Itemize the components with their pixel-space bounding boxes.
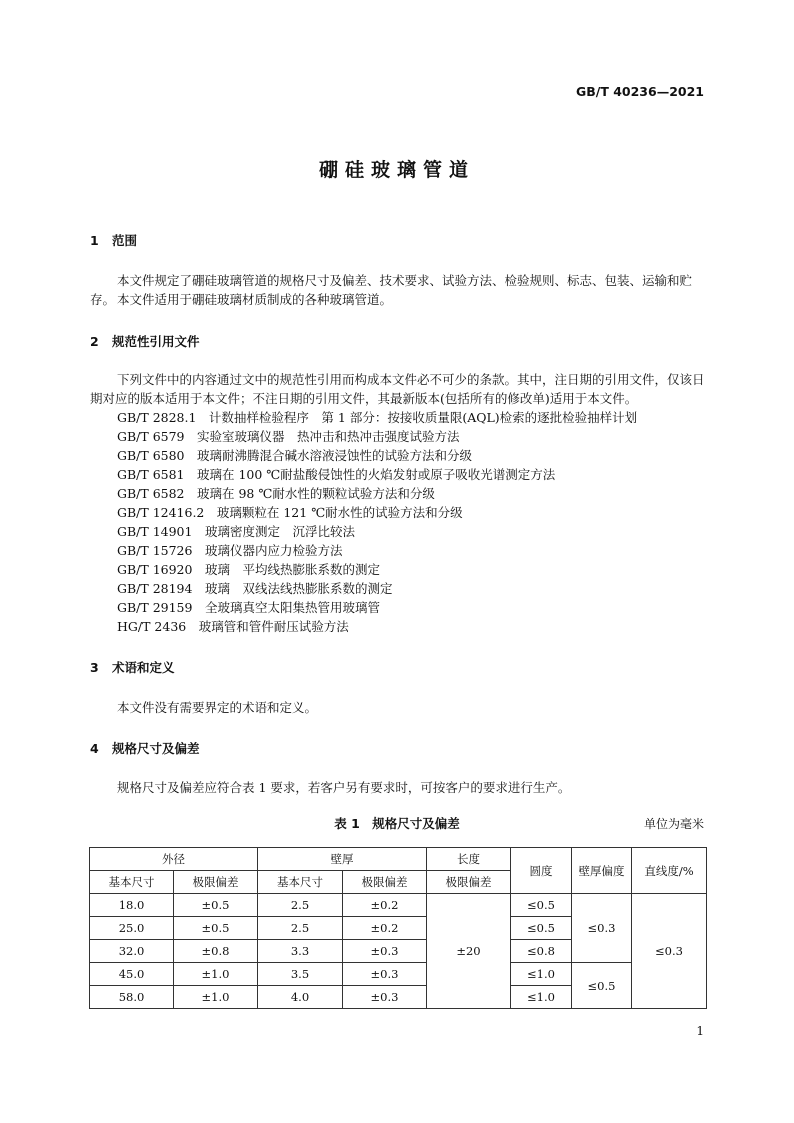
header-length: 长度: [427, 848, 511, 871]
subheader-tolerance: 极限偏差: [174, 871, 258, 894]
scope-paragraph-1: 本文件规定了硼硅玻璃管道的规格尺寸及偏差、技术要求、试验方法、检验规则、标志、包装、运输和贮存。: [90, 273, 693, 307]
table-row: [90, 963, 707, 986]
reference-item: GB/T 28194 玻璃 双线法线热膨胀系数的测定: [117, 581, 393, 596]
section-title: 范围: [112, 233, 138, 248]
cell-roundness: ≤0.5: [511, 894, 572, 917]
table-caption: 表 1 规格尺寸及偏差: [334, 816, 460, 831]
subheader-tolerance: 极限偏差: [427, 871, 511, 894]
section-title: 规格尺寸及偏差: [112, 741, 200, 756]
cell-od: 18.0: [90, 894, 174, 917]
reference-item: GB/T 6579 实验室玻璃仪器 热冲击和热冲击强度试验方法: [117, 429, 460, 444]
references-intro-paragraph: 下列文件中的内容通过文中的规范性引用而构成本文件必不可少的条款。其中，注日期的引用文件，仅该日期对应的版本适用于本文件；不注日期的引用文件，其最新版本(包括所有的修改单)适用于本文件。: [90, 372, 705, 406]
cell-od-tolerance: ±0.5: [174, 894, 258, 917]
reference-item: GB/T 6582 玻璃在 98 ℃耐水性的颗粒试验方法和分级: [117, 486, 435, 501]
section-number: 4: [90, 741, 99, 756]
section-heading-terms: [90, 658, 175, 676]
document-title: 硼硅玻璃管道: [318, 159, 475, 181]
cell-length-tolerance: ±20: [427, 894, 511, 1009]
reference-item: HG/T 2436 玻璃管和管件耐压试验方法: [117, 619, 349, 634]
cell-roundness: ≤1.0: [511, 963, 572, 986]
dimensions-paragraph: 规格尺寸及偏差应符合表 1 要求，若客户另有要求时，可按客户的要求进行生产。: [117, 780, 571, 795]
section-title: 术语和定义: [112, 660, 175, 675]
cell-straightness: ≤0.3: [632, 894, 707, 1009]
reference-item: GB/T 12416.2 玻璃颗粒在 121 ℃耐水性的试验方法和分级: [117, 505, 463, 520]
cell-roundness: ≤0.5: [511, 917, 572, 940]
page-number: 1: [696, 1024, 704, 1038]
cell-wall: 3.3: [258, 940, 343, 963]
cell-wall: 4.0: [258, 986, 343, 1009]
header-outer-diameter: 外径: [90, 848, 258, 871]
cell-od: 45.0: [90, 963, 174, 986]
reference-item: GB/T 2828.1 计数抽样检验程序 第 1 部分：按接收质量限(AQL)检索的逐批检验抽样计划: [117, 410, 638, 425]
section-heading-normative-references: [90, 332, 200, 350]
header-straightness: 直线度/%: [632, 848, 707, 894]
cell-wall: 2.5: [258, 894, 343, 917]
cell-od-tolerance: ±1.0: [174, 963, 258, 986]
subheader-nominal: 基本尺寸: [258, 871, 343, 894]
cell-wall: 2.5: [258, 917, 343, 940]
specification-table: [89, 847, 707, 1009]
subheader-nominal: 基本尺寸: [90, 871, 174, 894]
cell-od-tolerance: ±0.5: [174, 917, 258, 940]
cell-od: 25.0: [90, 917, 174, 940]
scope-paragraph-2: 本文件适用于硼硅玻璃材质制成的各种玻璃管道。: [117, 292, 393, 307]
cell-od: 32.0: [90, 940, 174, 963]
subheader-tolerance: 极限偏差: [343, 871, 427, 894]
cell-wall-tolerance: ±0.2: [343, 917, 427, 940]
section-heading-dimensions: [90, 739, 200, 757]
cell-wall: 3.5: [258, 963, 343, 986]
header-roundness: 圆度: [511, 848, 572, 894]
section-number: 2: [90, 334, 99, 349]
cell-wall-tolerance: ±0.3: [343, 940, 427, 963]
reference-item: GB/T 6580 玻璃耐沸腾混合碱水溶液浸蚀性的试验方法和分级: [117, 448, 473, 463]
reference-item: GB/T 6581 玻璃在 100 ℃耐盐酸侵蚀性的火焰发射或原子吸收光谱测定方法: [117, 467, 556, 482]
cell-od: 58.0: [90, 986, 174, 1009]
header-wall-thickness: 壁厚: [258, 848, 427, 871]
terms-paragraph: 本文件没有需要界定的术语和定义。: [117, 700, 318, 715]
reference-item: GB/T 14901 玻璃密度测定 沉浮比较法: [117, 524, 355, 539]
section-title: 规范性引用文件: [112, 334, 200, 349]
cell-roundness: ≤0.8: [511, 940, 572, 963]
cell-od-tolerance: ±1.0: [174, 986, 258, 1009]
reference-item: GB/T 15726 玻璃仪器内应力检验方法: [117, 543, 343, 558]
cell-wall-uniformity-b: ≤0.5: [572, 963, 632, 1009]
cell-roundness: ≤1.0: [511, 986, 572, 1009]
cell-wall-tolerance: ±0.3: [343, 963, 427, 986]
section-number: 3: [90, 660, 99, 675]
cell-wall-tolerance: ±0.2: [343, 894, 427, 917]
reference-item: GB/T 16920 玻璃 平均线热膨胀系数的测定: [117, 562, 380, 577]
header-wall-uniformity: 壁厚偏度: [572, 848, 632, 894]
reference-list: [117, 408, 637, 636]
section-heading-scope: [90, 231, 137, 249]
cell-wall-tolerance: ±0.3: [343, 986, 427, 1009]
reference-item: GB/T 29159 全玻璃真空太阳集热管用玻璃管: [117, 600, 380, 615]
table-row: [90, 894, 707, 917]
cell-od-tolerance: ±0.8: [174, 940, 258, 963]
standard-number: GB/T 40236—2021: [575, 84, 704, 99]
table-unit-note: 单位为毫米: [643, 817, 704, 831]
cell-wall-uniformity-a: ≤0.3: [572, 894, 632, 963]
section-number: 1: [90, 233, 99, 248]
